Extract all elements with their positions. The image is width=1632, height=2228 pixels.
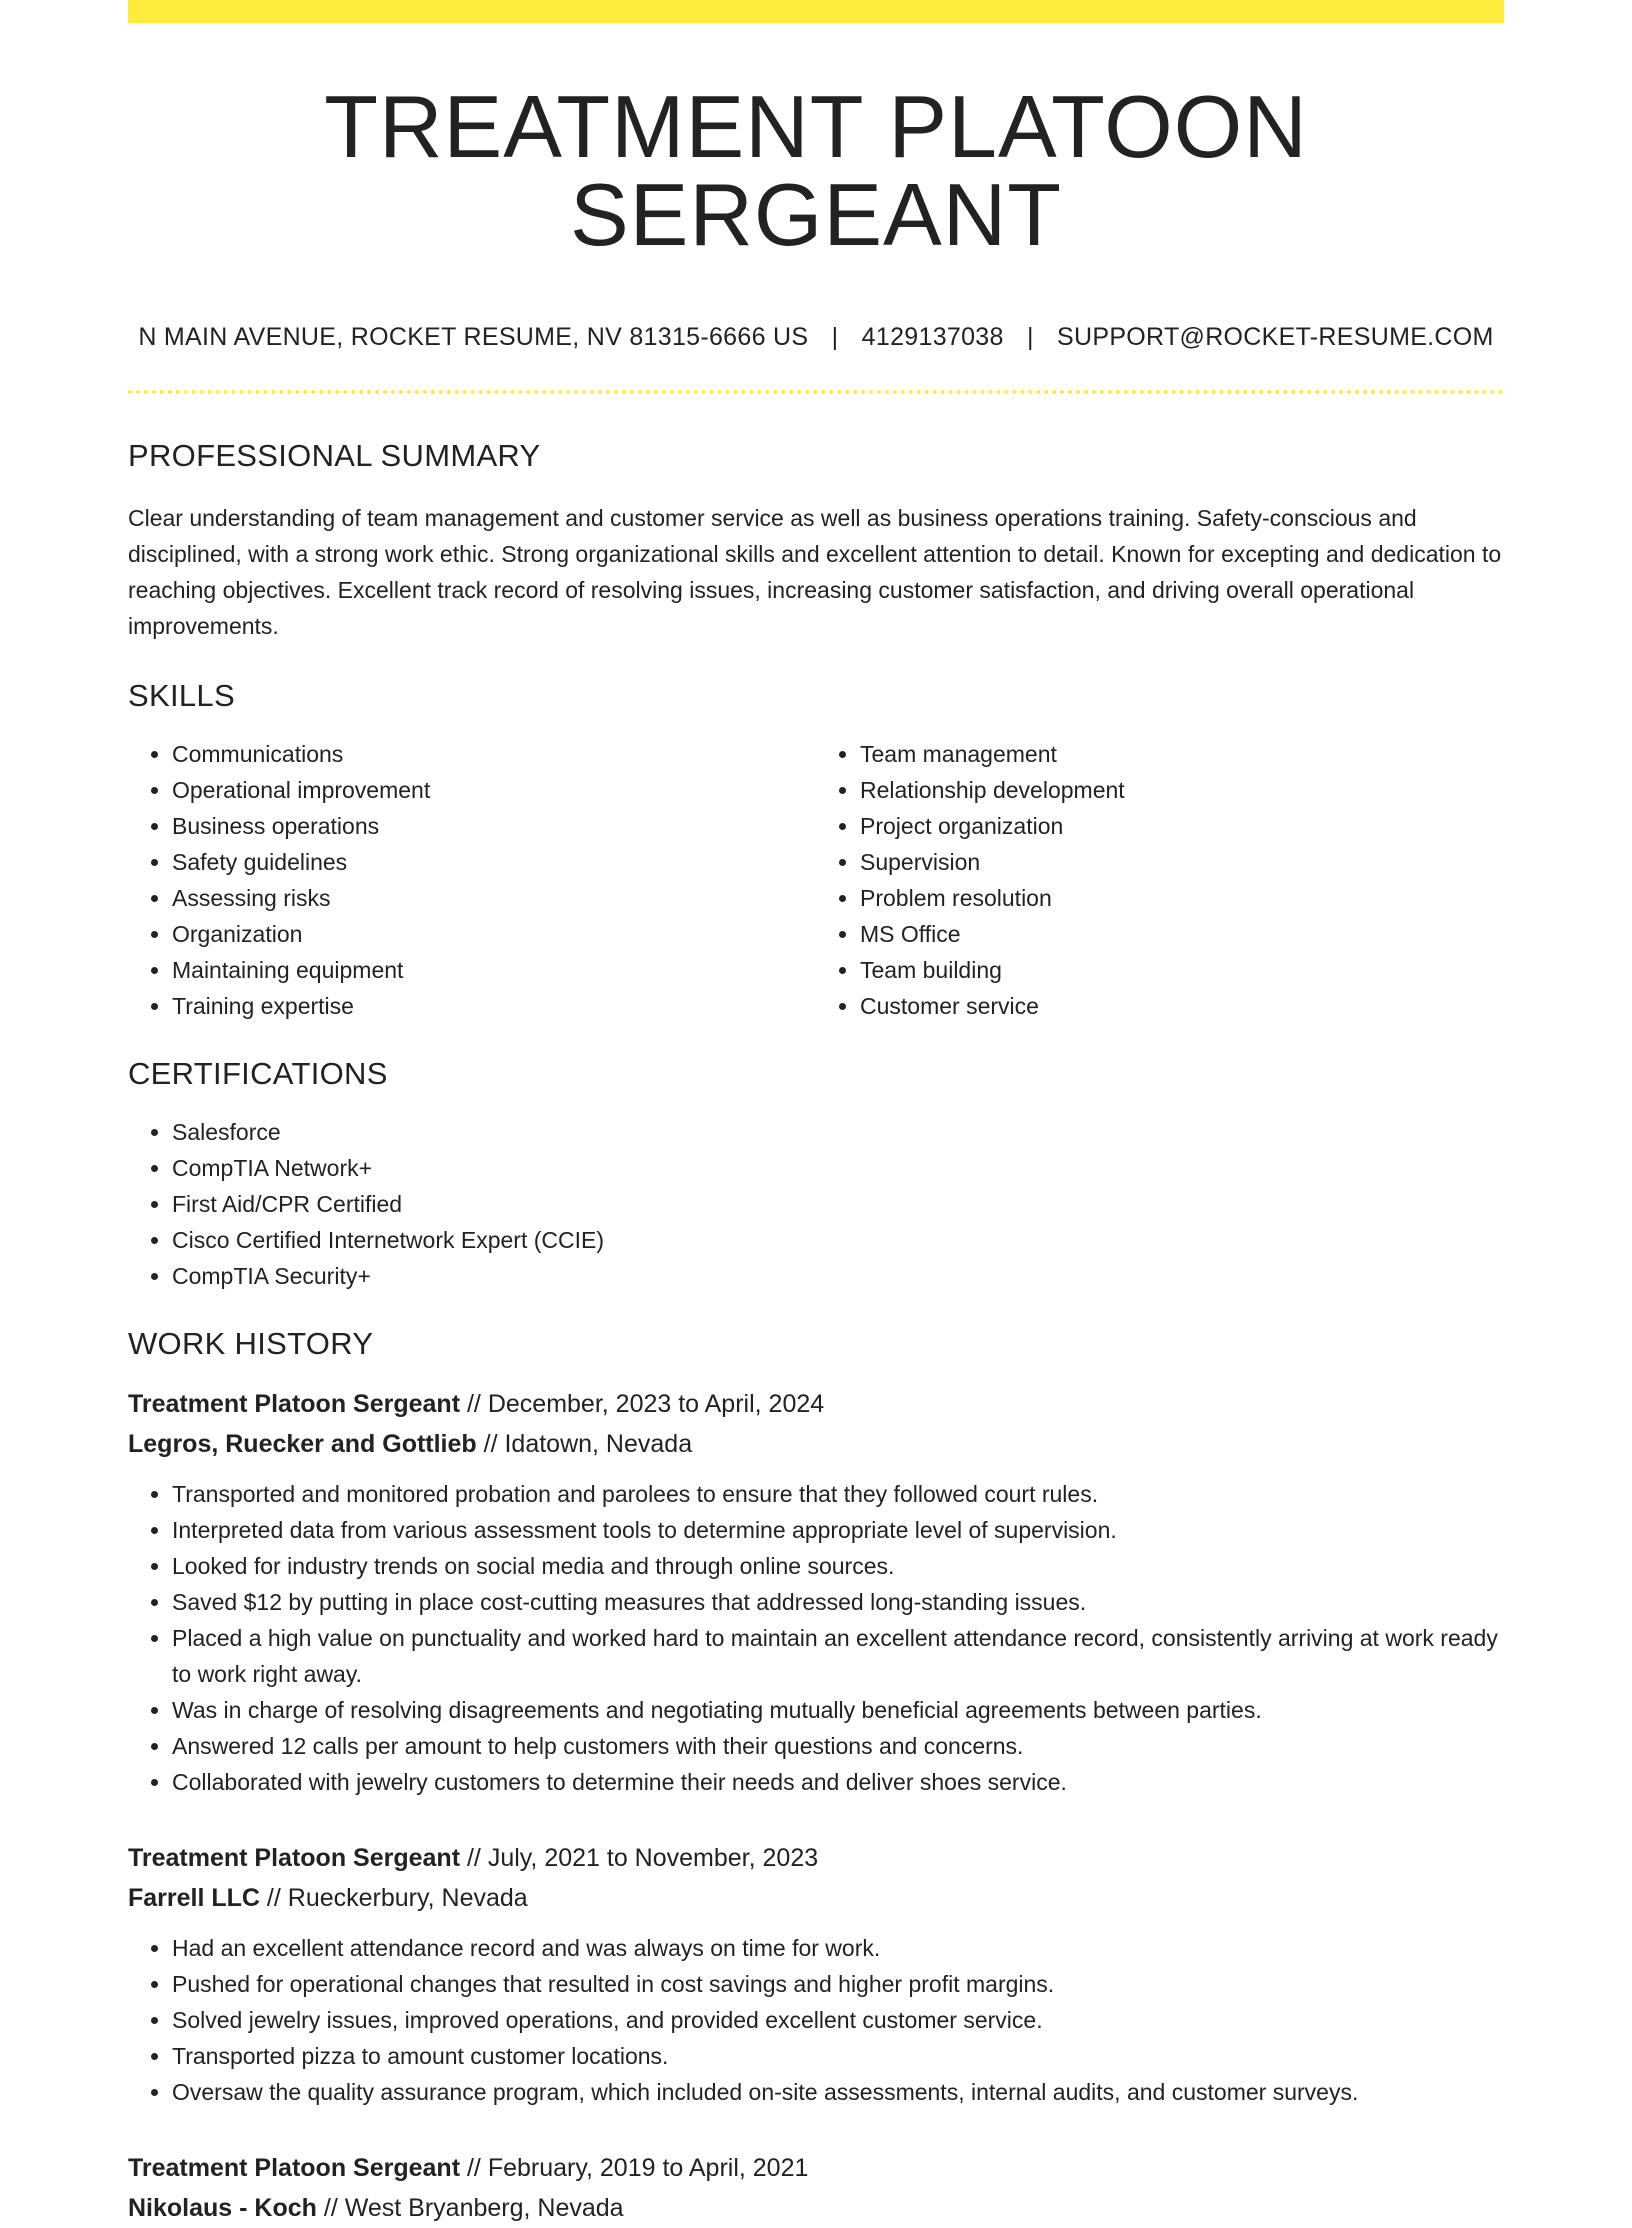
- job-divider: //: [316, 2194, 345, 2222]
- skill-item: • Project organization: [860, 808, 1504, 844]
- summary-paragraph: Clear understanding of team management and customer service as well as business operations training. Safety-conscious and disciplined, with a strong work ethic. Strong organizational skills and excellent attention to detail. Known for excepting and dedication to reaching objectives. Excellent track record of resolving issues, increasing customer satisfaction, and driving overall operational improvements.: [128, 505, 1502, 639]
- job-entry: [128, 1384, 1504, 1800]
- skill-item: • Safety guidelines: [172, 844, 816, 880]
- skill-item: • Business operations: [172, 808, 816, 844]
- skill-item: • Problem resolution: [860, 880, 1504, 916]
- job-bullet: • Transported and monitored probation and parolees to ensure that they followed court rules.: [172, 1476, 1504, 1512]
- dotted-divider: [128, 390, 1504, 394]
- job-location: Rueckerbury, Nevada: [287, 1884, 528, 1912]
- job-bullet: • Pushed for operational changes that resulted in cost savings and higher profit margins.: [172, 1966, 1504, 2002]
- certification-item: • First Aid/CPR Certified: [172, 1186, 1504, 1222]
- job-bullet: • Answered 12 calls per amount to help customers with their questions and concerns.: [172, 1728, 1504, 1764]
- job-entry: [128, 1838, 1504, 2110]
- job-bullet: • Looked for industry trends on social media and through online sources.: [172, 1548, 1504, 1584]
- job-bullet: • Had an excellent attendance record and was always on time for work.: [172, 1930, 1504, 1966]
- job-location: West Bryanberg, Nevada: [344, 2194, 624, 2222]
- email-text: SUPPORT@ROCKET-RESUME.COM: [1057, 323, 1494, 351]
- skill-item: • Relationship development: [860, 772, 1504, 808]
- job-dates: February, 2019 to April, 2021: [487, 2154, 809, 2182]
- job-divider: //: [460, 1390, 488, 1418]
- job-divider: //: [259, 1884, 288, 1912]
- skills-list-left: [128, 736, 816, 1024]
- resume-page: [128, 0, 1504, 2228]
- phone-text: 4129137038: [861, 323, 1004, 351]
- skill-item: • Team building: [860, 952, 1504, 988]
- skill-item: • Maintaining equipment: [172, 952, 816, 988]
- skills-list-right: [816, 736, 1504, 1024]
- work-history-heading: WORK HISTORY: [128, 1326, 374, 1361]
- job-title-line: [128, 2148, 1504, 2188]
- job-company-line: [128, 1424, 1504, 1464]
- job-bullet: • Oversaw the quality assurance program, which included on-site assessments, internal audits, and customer surveys.: [172, 2074, 1504, 2110]
- job-company-line: [128, 1878, 1504, 1918]
- skill-item: • MS Office: [860, 916, 1504, 952]
- address-text: N MAIN AVENUE, ROCKET RESUME, NV 81315-6666 US: [138, 323, 809, 351]
- certification-item: • CompTIA Network+: [172, 1150, 1504, 1186]
- job-company: Nikolaus - Koch: [128, 2194, 317, 2222]
- job-role: Treatment Platoon Sergeant: [128, 1390, 461, 1418]
- job-title-line: [128, 1384, 1504, 1424]
- skill-item: • Customer service: [860, 988, 1504, 1024]
- certifications-heading: CERTIFICATIONS: [128, 1056, 388, 1091]
- job-role: Treatment Platoon Sergeant: [128, 1844, 461, 1872]
- job-divider: //: [460, 2154, 488, 2182]
- job-bullet: • Collaborated with jewelry customers to determine their needs and deliver shoes service.: [172, 1764, 1504, 1800]
- job-bullet: • Solved jewelry issues, improved operations, and provided excellent customer service.: [172, 2002, 1504, 2038]
- skill-item: • Team management: [860, 736, 1504, 772]
- job-bullet: • Interpreted data from various assessment tools to determine appropriate level of supervision.: [172, 1512, 1504, 1548]
- job-location: Idatown, Nevada: [504, 1430, 693, 1458]
- job-bullet: • Transported pizza to amount customer locations.: [172, 2038, 1504, 2074]
- contact-separator: |: [1026, 323, 1034, 351]
- skill-item: • Organization: [172, 916, 816, 952]
- job-divider: //: [476, 1430, 505, 1458]
- skill-item: • Assessing risks: [172, 880, 816, 916]
- job-company: Legros, Ruecker and Gottlieb: [128, 1430, 477, 1458]
- certification-item: • Salesforce: [172, 1114, 1504, 1150]
- skill-item: • Training expertise: [172, 988, 816, 1024]
- job-bullet: • Saved $12 by putting in place cost-cutting measures that addressed long-standing issues.: [172, 1584, 1504, 1620]
- job-role: Treatment Platoon Sergeant: [128, 2154, 461, 2182]
- job-company: Farrell LLC: [128, 1884, 260, 1912]
- skill-item: • Operational improvement: [172, 772, 816, 808]
- job-divider: //: [460, 1844, 488, 1872]
- skills-columns: [128, 736, 1504, 1024]
- skill-item: • Communications: [172, 736, 816, 772]
- certifications-list: [128, 1114, 1504, 1294]
- contact-line: [128, 323, 1504, 352]
- job-title-line: [128, 1838, 1504, 1878]
- resume-name: TREATMENT PLATOON SERGEANT: [324, 77, 1308, 264]
- job-dates: July, 2021 to November, 2023: [487, 1844, 819, 1872]
- job-dates: December, 2023 to April, 2024: [487, 1390, 825, 1418]
- job-bullet: • Was in charge of resolving disagreements and negotiating mutually beneficial agreements between parties.: [172, 1692, 1504, 1728]
- contact-separator: |: [831, 323, 839, 351]
- certification-item: • Cisco Certified Internetwork Expert (CCIE): [172, 1222, 1504, 1258]
- summary-heading: PROFESSIONAL SUMMARY: [128, 438, 541, 473]
- job-entry: [128, 2148, 1504, 2228]
- job-bullet: • Placed a high value on punctuality and worked hard to maintain an excellent attendance record, consistently arriving at work ready to work right away.: [172, 1620, 1504, 1692]
- skills-heading: SKILLS: [128, 678, 235, 713]
- top-accent-bar: [128, 0, 1504, 23]
- skill-item: • Supervision: [860, 844, 1504, 880]
- job-bullets: [128, 1930, 1504, 2110]
- job-company-line: [128, 2188, 1504, 2228]
- job-bullets: [128, 1476, 1504, 1800]
- certification-item: • CompTIA Security+: [172, 1258, 1504, 1294]
